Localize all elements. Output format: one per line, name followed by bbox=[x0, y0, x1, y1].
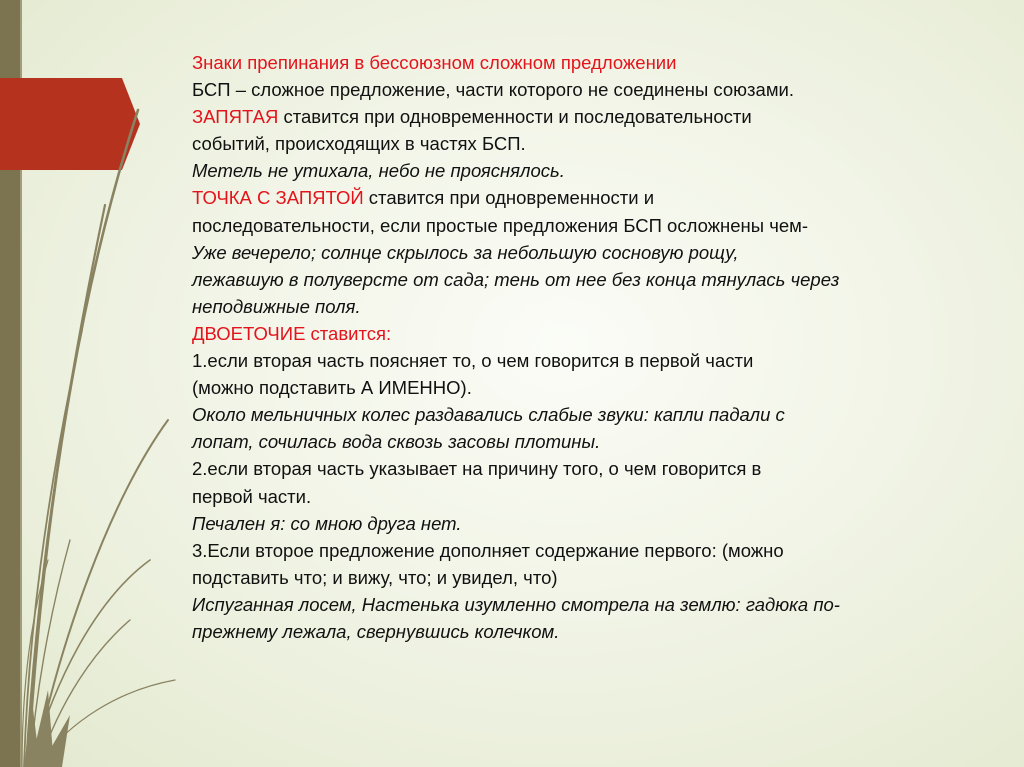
text-block bbox=[192, 49, 1002, 645]
text-line: событий, происходящих в частях БСП. bbox=[192, 133, 526, 155]
example-line: неподвижные поля. bbox=[192, 295, 361, 317]
text-line: 3.Если второе предложение дополняет содержание первого: (можно bbox=[192, 539, 784, 561]
text-line: БСП – сложное предложение, части которого не соединены союзами. bbox=[192, 79, 795, 101]
term-label: ДВОЕТОЧИЕ ставится: bbox=[192, 322, 392, 344]
term-label: ЗАПЯТАЯ bbox=[192, 106, 279, 128]
term-label: ТОЧКА С ЗАПЯТОЙ bbox=[192, 187, 364, 209]
text-line: первой части. bbox=[192, 485, 312, 507]
example-line: Метель не утихала, небо не прояснялось. bbox=[192, 160, 565, 182]
example-line: прежнему лежала, свернувшись колечком. bbox=[192, 620, 560, 642]
example-line: лопат, сочилась вода сквозь засовы плотины. bbox=[192, 431, 601, 453]
example-line: лежавшую в полуверсте от сада; тень от нее без конца тянулась через bbox=[192, 268, 840, 290]
text-line bbox=[192, 103, 1002, 130]
text-line: 2.если вторая часть указывает на причину того, о чем говорится в bbox=[192, 458, 762, 480]
slide-heading: Знаки препинания в бессоюзном сложном предложении bbox=[192, 52, 677, 73]
example-line: Уже вечерело; солнце скрылось за небольшую сосновую рощу, bbox=[192, 241, 739, 263]
text-line: (можно подставить А ИМЕННО). bbox=[192, 377, 472, 399]
text-line: последовательности, если простые предложения БСП осложнены чем- bbox=[192, 214, 809, 236]
text-line: 1.если вторая часть поясняет то, о чем говорится в первой части bbox=[192, 350, 754, 372]
example-line: Испуганная лосем, Настенька изумленно смотрела на землю: гадюка по- bbox=[192, 593, 840, 615]
example-line: Печален я: со мною друга нет. bbox=[192, 512, 462, 534]
text-line bbox=[192, 184, 1002, 211]
text-span: ставится при одновременности и bbox=[363, 187, 655, 209]
text-line: подставить что; и вижу, что; и увидел, что) bbox=[192, 566, 558, 588]
example-line: Около мельничных колес раздавались слабые звуки: капли падали с bbox=[192, 404, 785, 426]
text-span: ставится при одновременности и последовательности bbox=[278, 106, 752, 128]
decorative-grass-icon bbox=[0, 0, 200, 767]
